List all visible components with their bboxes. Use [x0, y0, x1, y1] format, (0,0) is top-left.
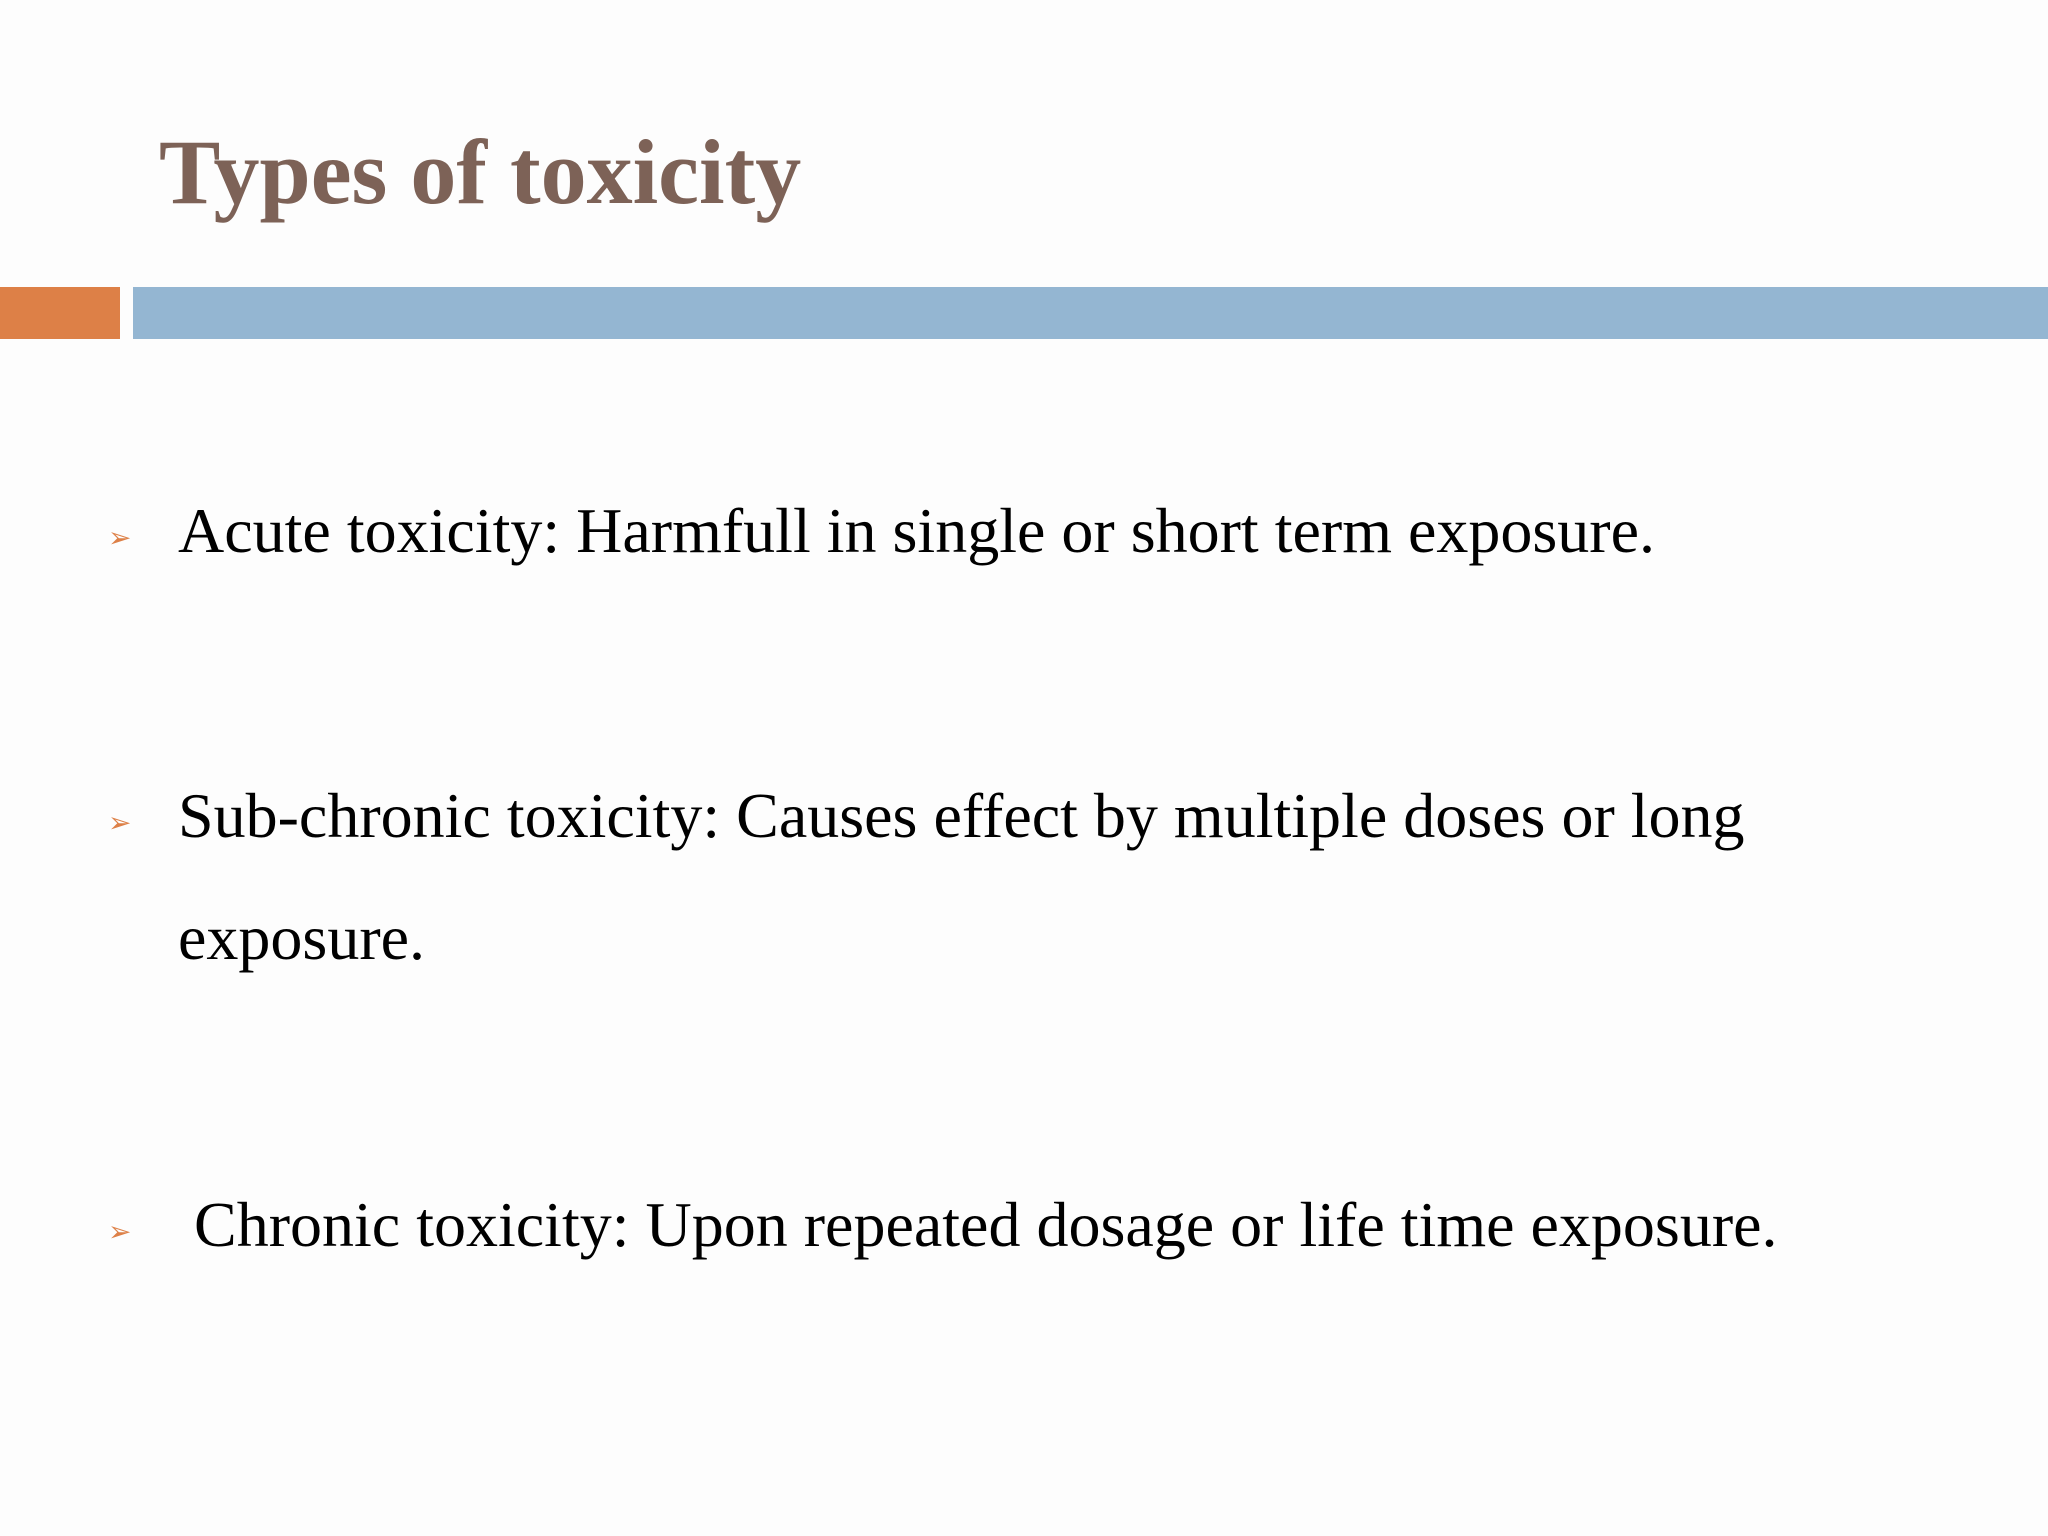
- bullet-text: Acute toxicity: Harmfull in single or short term exposure.: [178, 495, 1655, 566]
- arrowhead-bullet-icon: ➢: [108, 521, 132, 554]
- blue-accent-bar: [133, 287, 2048, 339]
- arrowhead-bullet-icon: ➢: [108, 806, 132, 839]
- slide-title: Types of toxicity: [159, 121, 802, 223]
- bullet-text: Chronic toxicity: Upon repeated dosage or life time exposure.: [194, 1189, 1778, 1260]
- orange-accent-bar: [0, 287, 120, 339]
- bullet-text: Sub-chronic toxicity: Causes effect by multiple doses or long exposure.: [178, 780, 1745, 973]
- arrowhead-bullet-icon: ➢: [108, 1215, 132, 1248]
